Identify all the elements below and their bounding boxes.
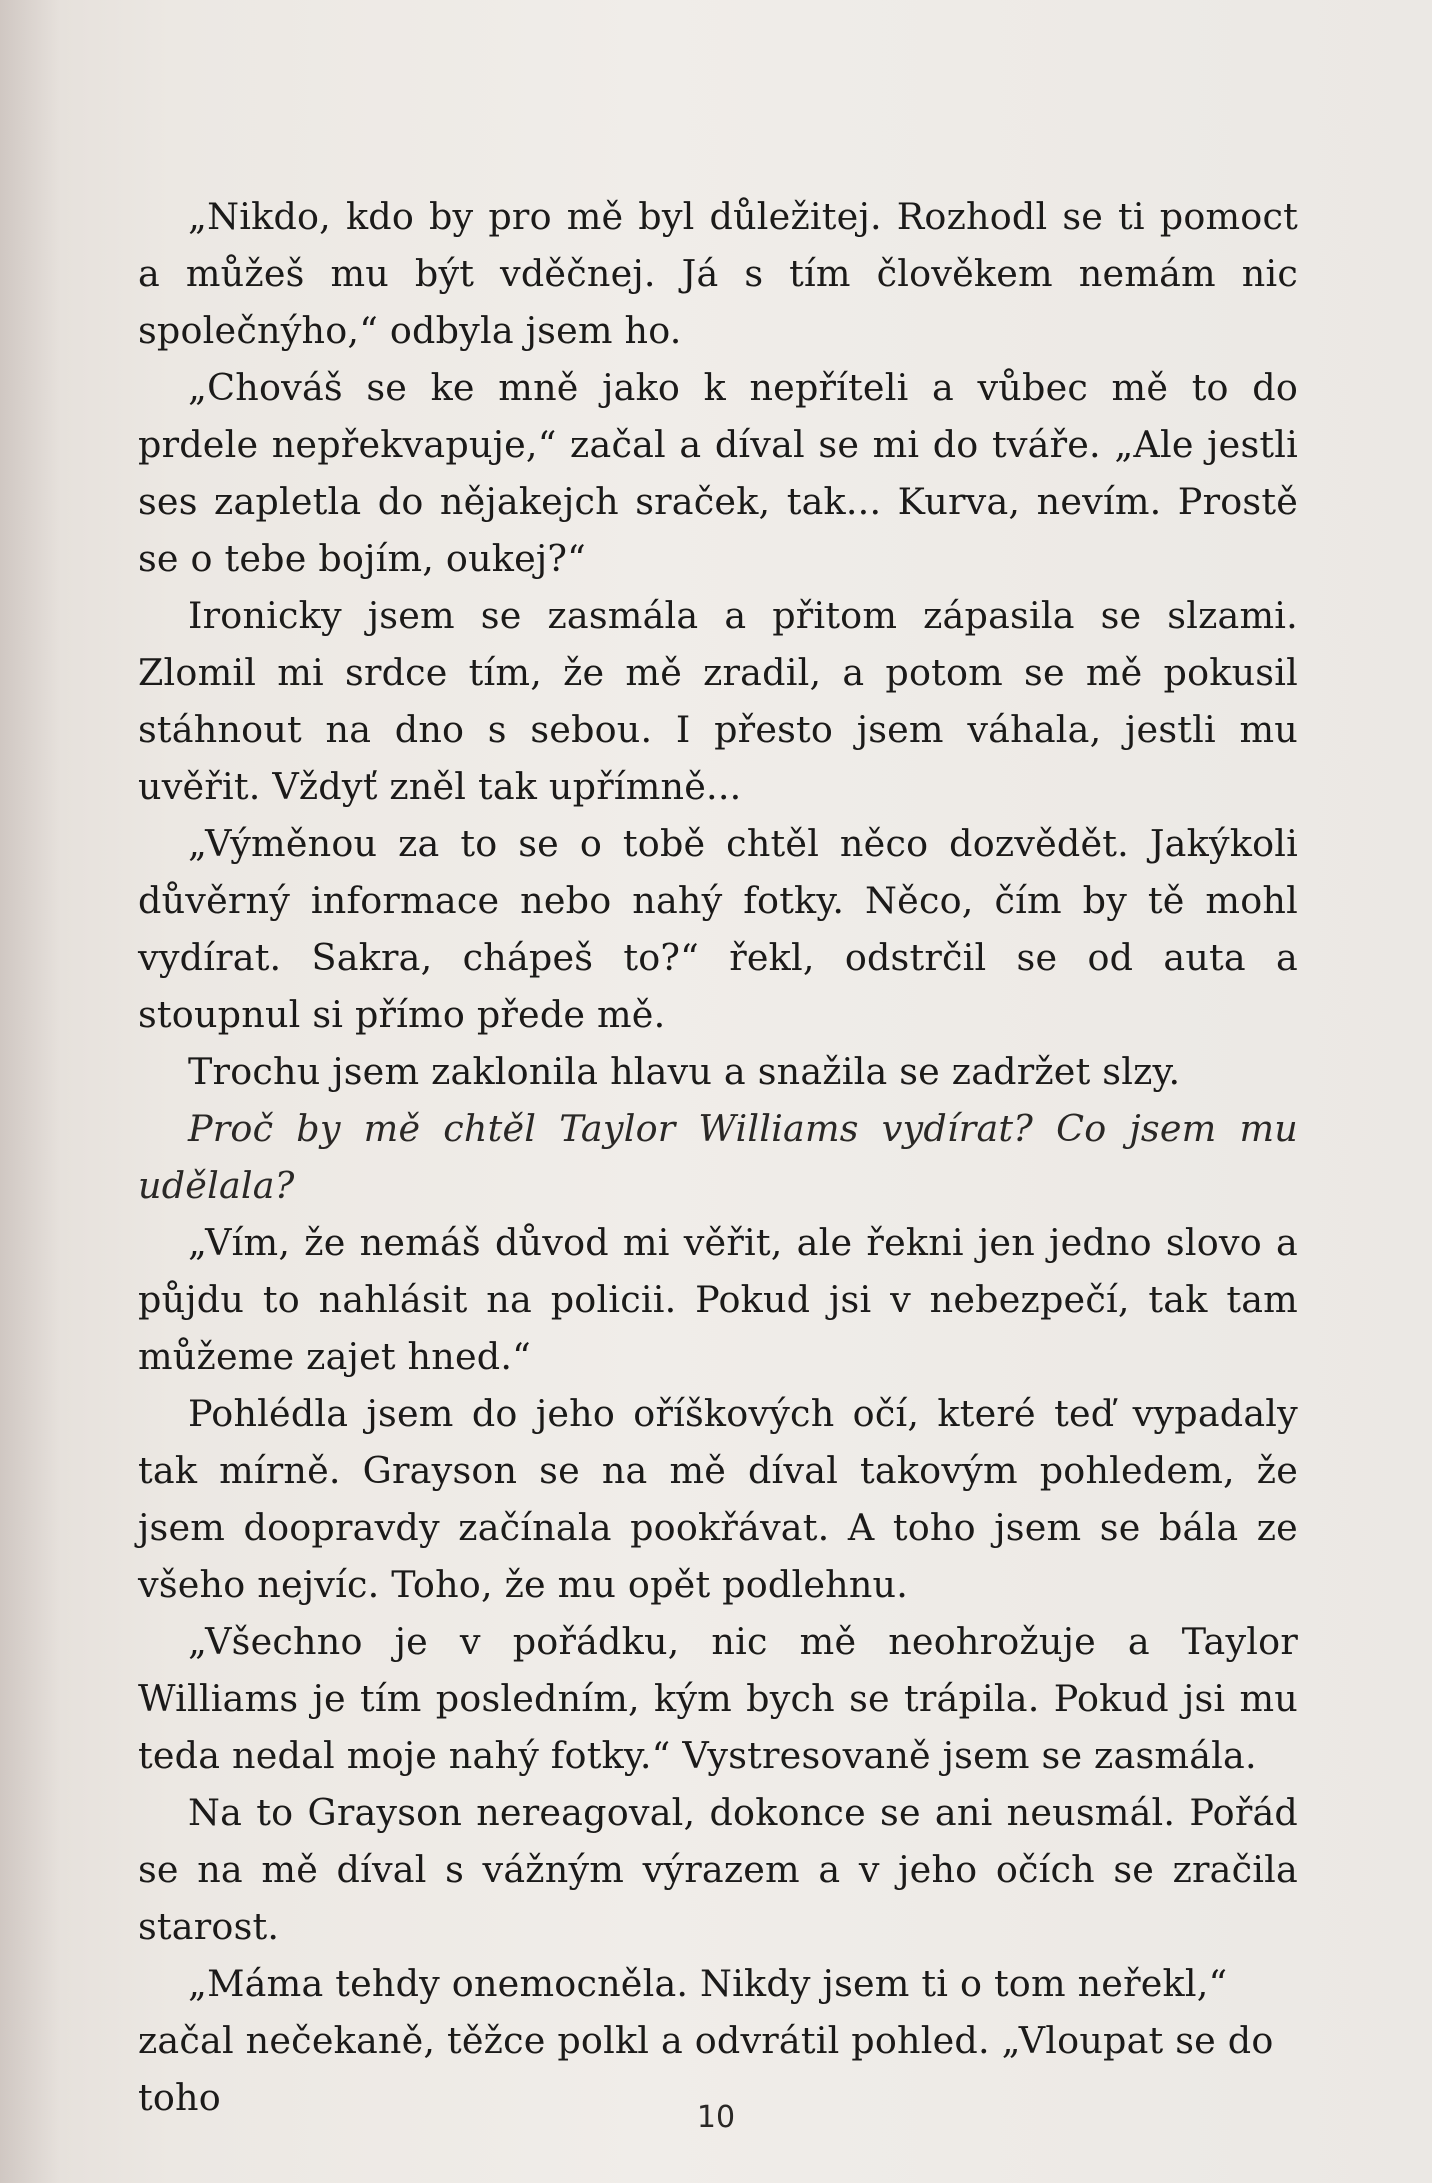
paragraph: Ironicky jsem se zasmála a přitom zápasila se slzami. Zlomil mi srdce tím, že mě zradil, a potom se mě pokusil stáhnout na dno s sebou. I přesto jsem váhala, jestli mu uvěřit. Vždyť zněl tak upřímně...: [138, 594, 1298, 808]
paragraph: „Vím, že nemáš důvod mi věřit, ale řekni jen jedno slovo a půjdu to nahlásit na policii. Pokud jsi v nebezpečí, tak tam můžeme zajet hned.“: [138, 1221, 1298, 1378]
paragraph: „Výměnou za to se o tobě chtěl něco dozvědět. Jakýkoli důvěrný informace nebo nahý fotky. Něco, čím by tě mohl vydírat. Sakra, chápeš to?“ řekl, odstrčil se od auta a stoupnul si přímo přede mě.: [138, 822, 1298, 1036]
italic-thought: Proč by mě chtěl Taylor Williams vydírat? Co jsem mu udělala?: [138, 1107, 1298, 1207]
page-number: 10: [696, 2100, 736, 2135]
paragraph: Trochu jsem zaklonila hlavu a snažila se zadržet slzy.: [188, 1050, 1181, 1093]
paragraph: „Nikdo, kdo by pro mě byl důležitej. Rozhodl se ti pomoct a můžeš mu být vděčnej. Já s tím člověkem nemám nic společnýho,“ odbyla jsem ho.: [138, 195, 1298, 352]
body-text: [138, 188, 1298, 2126]
paragraph: „Všechno je v pořádku, nic mě neohrožuje a Taylor Williams je tím posledním, kým bych se trápila. Pokud jsi mu teda nedal moje nahý fotky.“ Vystresovaně jsem se zasmála.: [138, 1620, 1298, 1777]
paragraph: „Chováš se ke mně jako k nepříteli a vůbec mě to do prdele nepřekvapuje,“ začal a díval se mi do tváře. „Ale jestli ses zapletla do nějakejch sraček, tak... Kurva, nevím. Prostě se o tebe bojím, oukej?“: [138, 366, 1298, 580]
paragraph: Pohlédla jsem do jeho oříškových očí, které teď vypadaly tak mírně. Grayson se na mě díval takovým pohledem, že jsem doopravdy začínala pookřávat. A toho jsem se bála ze všeho nejvíc. Toho, že mu opět podlehnu.: [138, 1392, 1298, 1606]
paragraph: Na to Grayson nereagoval, dokonce se ani neusmál. Pořád se na mě díval s vážným výrazem a v jeho očích se zračila starost.: [138, 1791, 1298, 1948]
page-edge-shadow: [0, 0, 60, 2183]
paragraph: „Máma tehdy onemocněla. Nikdy jsem ti o tom neřekl,“ začal nečekaně, těžce polkl a odvrátil pohled. „Vloupat se do toho: [138, 1962, 1274, 2119]
